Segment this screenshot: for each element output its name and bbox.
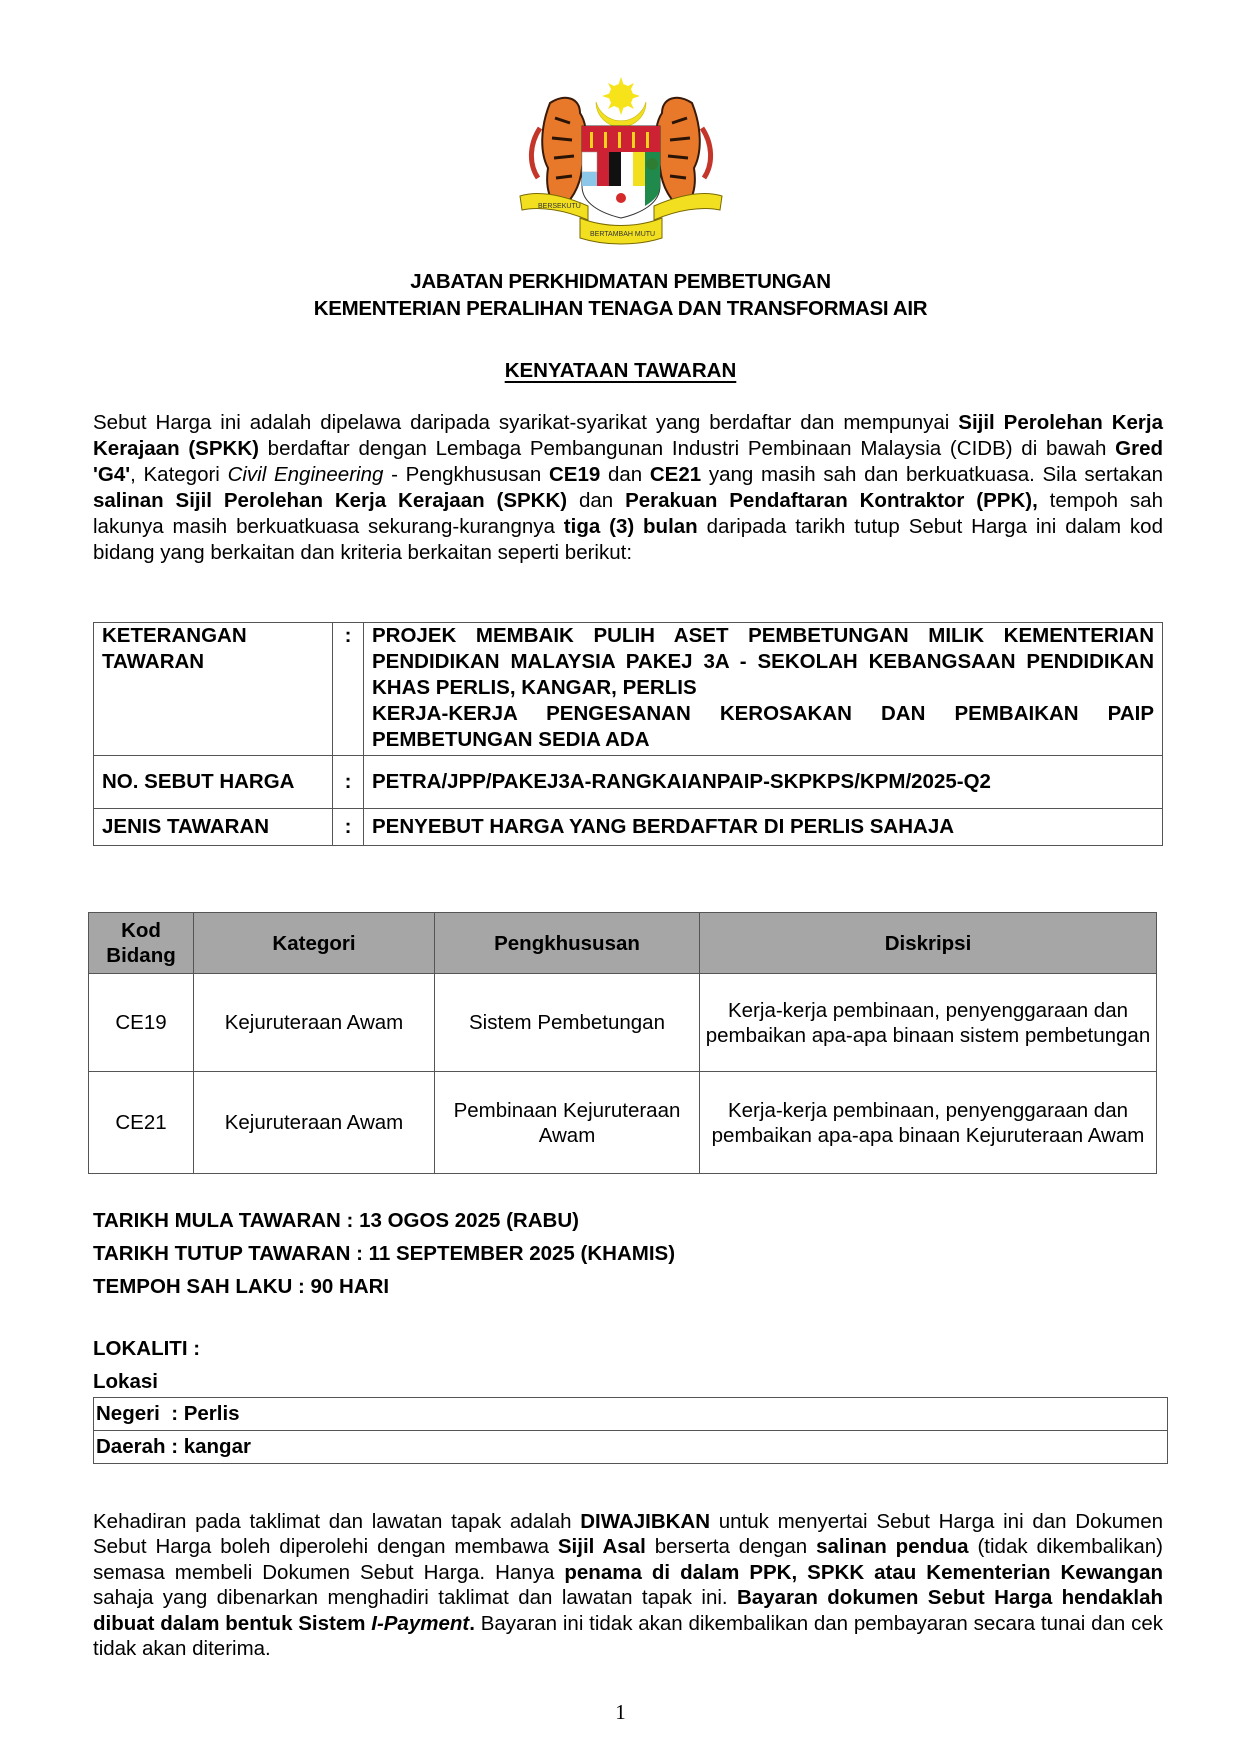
text-run: untuk menyertai Sebut Harga ini dan Dokumen Sebut Harga boleh diperolehi dengan membawa [93,1510,1163,1559]
text-run: sahaja yang dibenarkan menghadiri taklimat dan lawatan tapak ini. [93,1586,737,1610]
text-run: Sijil Perolehan Kerja Kerajaan (SPKK) [93,411,1163,460]
table-row [89,974,1157,1072]
text-run: DIWAJIBKAN [580,1510,711,1533]
text-run: penama di dalam PPK, SPKK atau Kementerian Kewangan [564,1560,1164,1584]
location-table [93,1397,1168,1464]
table-header-row [89,913,1157,974]
cell-kod: CE19 [89,974,194,1072]
svg-text:BERSEKUTU: BERSEKUTU [538,203,581,210]
intro-paragraph [93,410,1163,566]
text-run: - Pengkhususan [383,463,549,486]
coat-of-arms-icon [510,68,732,246]
offer-description-value [364,623,1163,756]
attendance-payment-paragraph [93,1509,1163,1661]
page-title: KENYATAAN TAWARAN [504,359,737,382]
table-row [94,623,1163,756]
cell-diskripsi: Kerja-kerja pembinaan, penyenggaraan dan pembaikan apa-apa binaan Kejuruteraan Awam [700,1072,1157,1174]
text-run: tiga (3) bulan [563,515,698,538]
location-subheading: Lokasi [93,1370,158,1393]
offer-description-label: KETERANGAN TAWARAN [94,623,333,756]
text-run: berserta dengan [645,1535,817,1559]
colon-separator: : [333,756,364,809]
text-run: CE21 [649,463,702,486]
page-number: 1 [615,1700,626,1724]
field-code-table [88,912,1157,1174]
colon-separator: : [333,809,364,846]
quotation-number-value: PETRA/JPP/PAKEJ3A-RANGKAIANPAIP-SKPKPS/KPM/2025-Q2 [364,756,1163,809]
column-header-pengkhususan: Pengkhususan [435,913,700,974]
text-run: I-Payment [371,1611,470,1635]
text-run: Gred 'G4' [93,437,1163,486]
text-run: berdaftar dengan Lembaga Pembangunan Industri Pembinaan Malaysia (CIDB) di bawah [258,437,1116,460]
offer-close-date: TARIKH TUTUP TAWARAN : 11 SEPTEMBER 2025 (KHAMIS) [93,1242,676,1265]
text-run: , Kategori [130,463,228,486]
table-row [94,1431,1168,1464]
table-row [94,809,1163,846]
ministry-name: KEMENTERIAN PERALIHAN TENAGA DAN TRANSFORMASI AIR [313,297,928,320]
page-title-wrap [0,359,1241,383]
cell-kategori: Kejuruteraan Awam [194,974,435,1072]
offer-type-label: JENIS TAWARAN [94,809,333,846]
text-run: salinan Sijil Perolehan Kerja Kerajaan (SPKK) [93,489,568,512]
text-run: Bayaran ini tidak akan dikembalikan dan pembayaran secara tunai dan cek tidak akan diterima. [93,1611,1163,1661]
text-run: Bayaran dokumen Sebut Harga hendaklah dibuat dalam bentuk Sistem [93,1586,1163,1635]
text-run: yang masih sah dan berkuatkuasa. Sila sertakan [701,463,1163,486]
text-run: Sebut Harga ini adalah dipelawa daripada syarikat-syarikat yang berdaftar dan mempunyai [93,411,959,434]
text-run: Civil Engineering [227,463,384,486]
offer-type-value: PENYEBUT HARGA YANG BERDAFTAR DI PERLIS SAHAJA [364,809,1163,846]
table-row [94,1398,1168,1431]
project-title: PROJEK MEMBAIK PULIH ASET PEMBETUNGAN MILIK KEMENTERIAN PENDIDIKAN MALAYSIA PAKEJ 3A - SEKOLAH KEBANGSAAN PENDIDIKAN KHAS PERLIS, KANGAR, PERLIS [372,624,1154,699]
text-run: Kehadiran pada taklimat dan lawatan tapak adalah [93,1510,581,1533]
colon-separator: : [333,623,364,756]
validity-period: TEMPOH SAH LAKU : 90 HARI [93,1275,390,1298]
locality-heading: LOKALITI : [93,1337,201,1360]
quotation-number-label: NO. SEBUT HARGA [94,756,333,809]
coat-of-arms-emblem [510,68,732,246]
text-run: Sijil Asal [557,1535,646,1559]
table-row [89,1072,1157,1174]
text-run: dan [567,489,626,512]
work-scope: KERJA-KERJA PENGESANAN KEROSAKAN DAN PEMBAIKAN PAIP PEMBETUNGAN SEDIA ADA [372,702,1154,751]
text-run: Perakuan Pendaftaran Kontraktor (PPK), [625,489,1038,512]
offer-details-table [93,622,1163,846]
cell-kod: CE21 [89,1072,194,1174]
svg-text:BERTAMBAH MUTU: BERTAMBAH MUTU [590,231,656,238]
table-row [94,756,1163,809]
text-run: dan [600,463,650,486]
district-value: Daerah : kangar [94,1431,1168,1464]
text-run: CE19 [548,463,601,486]
offer-start-date: TARIKH MULA TAWARAN : 13 OGOS 2025 (RABU) [93,1209,579,1232]
text-run: tempoh sah lakunya masih berkuatkuasa sekurang-kurangnya [93,489,1163,538]
cell-pengkhususan: Sistem Pembetungan [435,974,700,1072]
column-header-kod-bidang: Kod Bidang [89,913,194,974]
cell-kategori: Kejuruteraan Awam [194,1072,435,1174]
text-run: (tidak dikembalikan) semasa membeli Dokumen Sebut Harga. Hanya [93,1535,1163,1584]
column-header-diskripsi: Diskripsi [700,913,1157,974]
state-value: Negeri : Perlis [94,1398,1168,1431]
text-run: salinan pendua [816,1535,969,1559]
cell-diskripsi: Kerja-kerja pembinaan, penyenggaraan dan pembaikan apa-apa binaan sistem pembetungan [700,974,1157,1072]
department-name: JABATAN PERKHIDMATAN PEMBETUNGAN [410,270,831,293]
text-run: daripada tarikh tutup Sebut Harga ini dalam kod bidang yang berkaitan dan kriteria berkaitan seperti berikut: [93,515,1163,564]
text-run: . [469,1611,475,1635]
column-header-kategori: Kategori [194,913,435,974]
cell-pengkhususan: Pembinaan Kejuruteraan Awam [435,1072,700,1174]
